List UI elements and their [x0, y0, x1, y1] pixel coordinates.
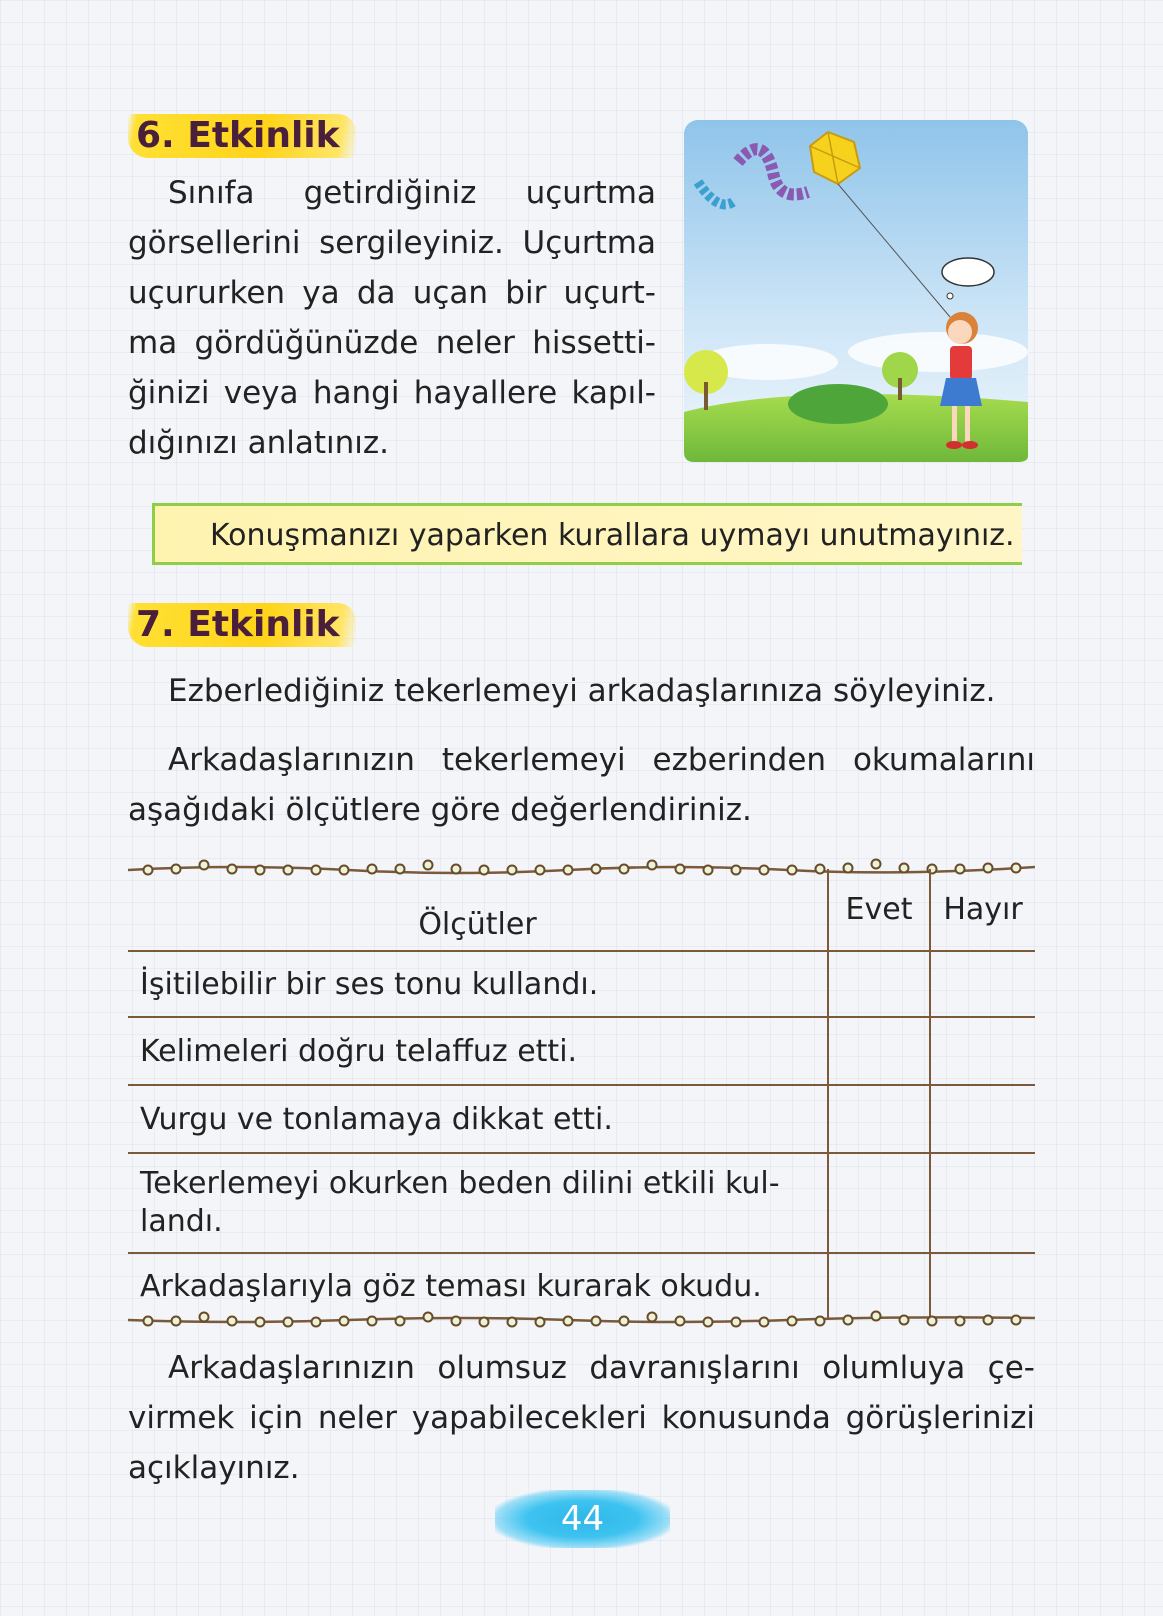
no-column-header	[930, 869, 1035, 951]
criterion-cell: İşitilebilir bir ses tonu kullandı.	[128, 951, 828, 1017]
yes-header-text: Evet	[845, 892, 913, 927]
table-row	[128, 1153, 1035, 1253]
criterion-cell: Vurgu ve tonlamaya dikkat etti.	[128, 1085, 828, 1153]
no-checkbox-cell[interactable]	[930, 1017, 1035, 1085]
rules-reminder-box	[152, 503, 1022, 565]
page-number: 44	[495, 1490, 670, 1548]
text-line: Arkadaşlarınızın olumsuz davranışlarını olumluya çe-	[168, 1350, 1035, 1386]
no-checkbox-cell[interactable]	[930, 1085, 1035, 1153]
table-row	[128, 1017, 1035, 1085]
table-row	[128, 951, 1035, 1017]
table-header-row	[128, 869, 1035, 951]
rules-reminder-text: Konuşmanızı yaparken kurallara uymayı unutmayınız.	[210, 518, 1015, 553]
no-checkbox-cell[interactable]	[930, 1153, 1035, 1253]
yes-checkbox-cell[interactable]	[828, 1085, 930, 1153]
activity-6-heading: 6. Etkinlik	[128, 114, 356, 158]
yes-checkbox-cell[interactable]	[828, 1017, 930, 1085]
vine-border-bottom	[128, 1310, 1035, 1332]
text-line: virmek için neler yapabilecekleri konusunda görüşlerinizi	[128, 1400, 1035, 1436]
yes-checkbox-cell[interactable]	[828, 1153, 930, 1253]
activity-6-text	[128, 168, 656, 468]
text-line: Arkadaşlarınızın tekerlemeyi ezberinden okumalarını	[168, 742, 1035, 778]
criterion-cell: Tekerlemeyi okurken beden dilini etkili kul- landı.	[128, 1153, 828, 1253]
text-line: açıklayınız.	[128, 1450, 300, 1486]
activity-7-instruction-2	[128, 735, 1035, 835]
activity-7-instruction-1: Ezberlediğiniz tekerlemeyi arkadaşlarınıza söyleyiniz.	[168, 673, 996, 709]
no-header-text: Hayır	[943, 892, 1023, 927]
text-line: Sınıfa getirdiğiniz uçurtma	[168, 175, 656, 211]
criterion-cell: Kelimeleri doğru telaffuz etti.	[128, 1017, 828, 1085]
closing-paragraph	[128, 1343, 1035, 1493]
activity-7-heading: 7. Etkinlik	[128, 603, 356, 647]
text-line: dığınızı anlatınız.	[128, 425, 389, 461]
criteria-column-header	[128, 869, 828, 951]
yes-checkbox-cell[interactable]	[828, 951, 930, 1017]
no-checkbox-cell[interactable]	[930, 951, 1035, 1017]
kite-girl-illustration	[678, 112, 1034, 470]
criteria-table	[128, 869, 1035, 1319]
criterion-cell: Arkadaşlarıyla göz teması kurarak okudu.	[140, 1269, 762, 1304]
criteria-header-text: Ölçütler	[418, 907, 537, 942]
table-row	[128, 1085, 1035, 1153]
text-line: ğinizi veya hangi hayallere kapıl-	[128, 375, 656, 411]
text-line: uçururken ya da uçan bir uçurt-	[128, 275, 656, 311]
text-line: görsellerini sergileyiniz. Uçurtma	[128, 225, 656, 261]
text-line: ma gördüğünüzde neler hissetti-	[128, 325, 656, 361]
yes-column-header	[828, 869, 930, 951]
text-line: aşağıdaki ölçütlere göre değerlendiriniz.	[128, 792, 752, 828]
